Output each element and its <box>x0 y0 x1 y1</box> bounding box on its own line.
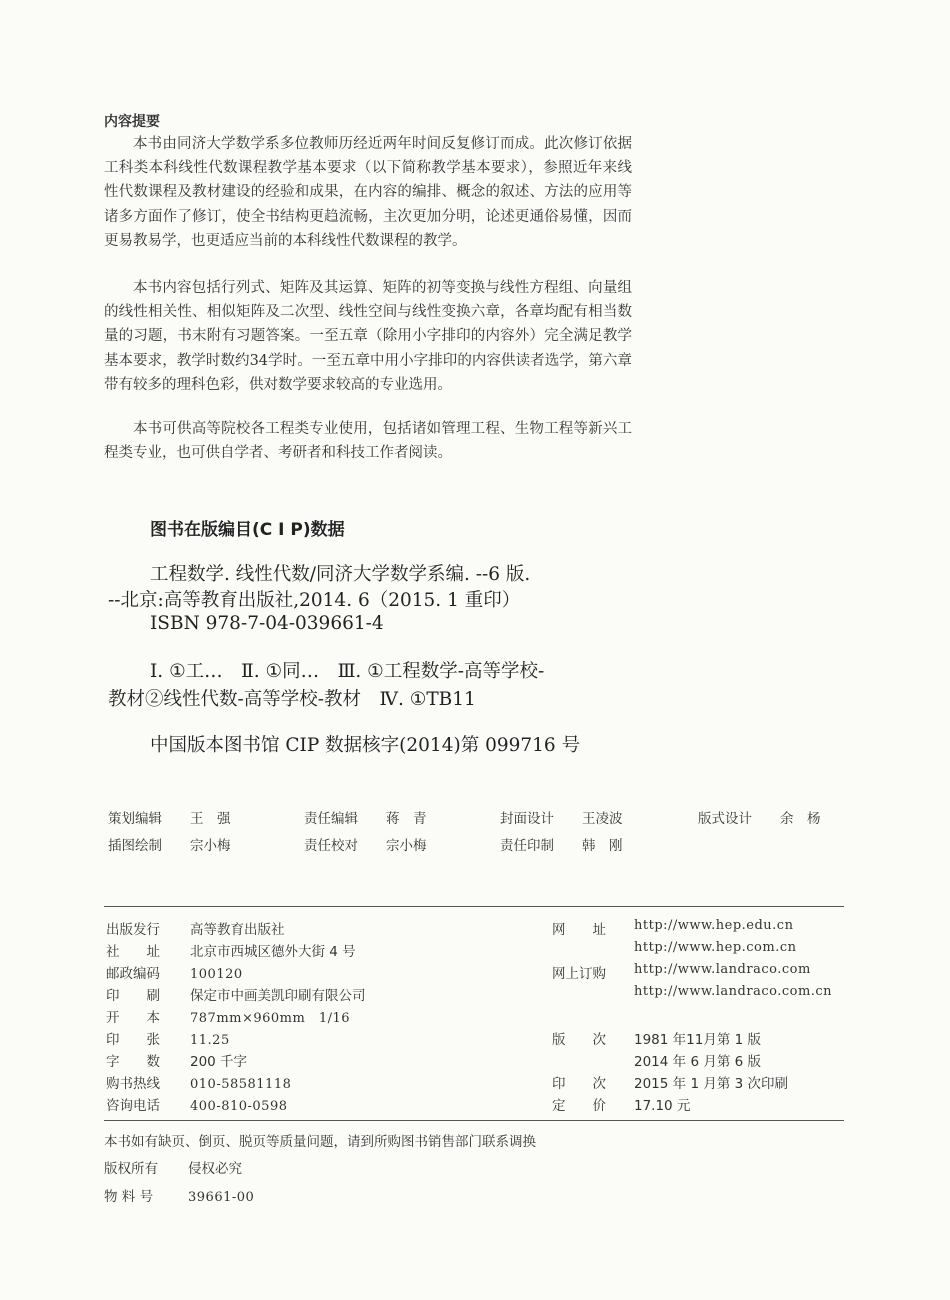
pubinfo-row <box>106 918 285 938</box>
credit-label: 插图绘制 <box>108 838 162 854</box>
pubinfo-label: 社 址 <box>106 944 160 960</box>
price-value: 17.10 元 <box>634 1098 691 1114</box>
pubinfo-row <box>106 1072 291 1092</box>
credit-name: 韩 刚 <box>582 838 623 854</box>
cip-isbn-line: ISBN 978-7-04-039661-4 <box>150 613 384 634</box>
pubinfo-value: 100120 <box>190 967 243 982</box>
pubinfo-row <box>106 1028 230 1048</box>
copyright-label: 版权所有 <box>104 1161 158 1177</box>
pubinfo-row <box>106 1006 350 1026</box>
order-label: 网上订购 <box>552 966 606 982</box>
pubinfo-label: 出版发行 <box>106 922 160 938</box>
divider <box>104 906 844 907</box>
summary-paragraph: 本书由同济大学数学系多位教师历经近两年时间反复修订而成。此次修订依据工科类本科线性代数课程教学基本要求（以下简称教学基本要求），参照近年来线性代数课程及教材建设的经验和成果，在内容的编排、概念的叙述、方法的应用等诸多方面作了修订，使全书结构更趋流畅，主次更加分明，论述更通俗易懂，因而更易教易学，也更适应当前的本科线性代数课程的教学。 <box>104 136 632 249</box>
pubinfo-label: 咨询电话 <box>106 1098 160 1114</box>
copyright-line <box>104 1157 242 1177</box>
website-link: http://www.hep.edu.cn <box>634 918 794 933</box>
credit-label: 责任校对 <box>304 838 358 854</box>
website-label: 网 址 <box>552 922 606 938</box>
cip-record-number: 中国版本图书馆 CIP 数据核字(2014)第 099716 号 <box>150 735 581 756</box>
pubinfo-value: 010-58581118 <box>190 1077 292 1092</box>
order-link: http://www.landraco.com <box>634 962 811 977</box>
credit-label: 版式设计 <box>698 811 752 827</box>
credit-label: 责任编辑 <box>304 811 358 827</box>
credit-name: 王凌波 <box>582 811 623 827</box>
printing-label: 印 次 <box>552 1076 606 1092</box>
pubinfo-row <box>106 1050 247 1070</box>
credit-name: 宗小梅 <box>386 838 427 854</box>
material-number-line <box>104 1185 254 1205</box>
pubinfo-label: 字 数 <box>106 1054 160 1070</box>
credit-illustration <box>108 834 231 854</box>
pubinfo-label: 邮政编码 <box>106 966 160 982</box>
pubinfo-value: 787mm×960mm 1/16 <box>190 1011 351 1026</box>
cip-classification-line: Ⅰ. ①工… Ⅱ. ①同… Ⅲ. ①工程数学-高等学校- <box>150 661 545 682</box>
pubinfo-row <box>106 1094 288 1114</box>
credit-proofreading <box>304 834 427 854</box>
credit-responsible-editor <box>304 807 427 827</box>
pubinfo-value: 200 千字 <box>190 1054 248 1070</box>
cip-title-line: 工程数学. 线性代数/同济大学数学系编. --6 版. <box>150 564 531 585</box>
credit-label: 封面设计 <box>500 811 554 827</box>
credit-name: 蒋 青 <box>386 811 427 827</box>
pubinfo-value: 400-810-0598 <box>190 1099 288 1114</box>
pubinfo-value: 北京市西城区德外大街 4 号 <box>190 944 356 960</box>
pubinfo-value: 保定市中画美凯印刷有限公司 <box>190 988 366 1004</box>
cip-publisher-line: --北京:高等教育出版社,2014. 6（2015. 1 重印） <box>108 590 521 611</box>
summary-paragraph: 本书内容包括行列式、矩阵及其运算、矩阵的初等变换与线性方程组、向量组的线性相关性、相似矩阵及二次型、线性空间与线性变换六章，各章均配有相当数量的习题，书末附有习题答案。一至五章（除用小字排印的内容外）完全满足教学基本要求，教学时数约34学时。一至五章中用小字排印的内容供读者选学，第六章带有较多的理科色彩，供对数学要求较高的专业选用。 <box>104 280 632 393</box>
credit-printing <box>500 834 623 854</box>
website-link: http://www.hep.com.cn <box>634 940 797 955</box>
credit-cover-design <box>500 807 623 827</box>
quality-notice: 本书如有缺页、倒页、脱页等质量问题，请到所购图书销售部门联系调换 <box>104 1134 536 1150</box>
credit-planning-editor <box>108 807 231 827</box>
cip-heading: 图书在版编目(C I P)数据 <box>150 520 345 540</box>
divider <box>104 1120 844 1121</box>
edition-value: 2014 年 6 月第 6 版 <box>634 1054 761 1070</box>
credit-label: 策划编辑 <box>108 811 162 827</box>
credit-layout-design <box>698 807 821 827</box>
price-label: 定 价 <box>552 1098 606 1114</box>
summary-paragraph: 本书可供高等院校各工程类专业使用，包括诸如管理工程、生物工程等新兴工程类专业，也可供自学者、考研者和科技工作者阅读。 <box>104 421 632 462</box>
pubinfo-row <box>106 940 356 960</box>
credit-label: 责任印制 <box>500 838 554 854</box>
summary-title: 内容提要 <box>104 114 160 130</box>
pubinfo-label: 购书热线 <box>106 1076 160 1092</box>
credit-name: 宗小梅 <box>190 838 231 854</box>
pubinfo-label: 印 张 <box>106 1032 160 1048</box>
order-link: http://www.landraco.com.cn <box>634 984 833 999</box>
pubinfo-row <box>106 962 243 982</box>
pubinfo-value: 高等教育出版社 <box>190 922 285 938</box>
pubinfo-label: 开 本 <box>106 1010 160 1026</box>
credit-name: 王 强 <box>190 811 231 827</box>
pubinfo-value: 11.25 <box>190 1033 230 1048</box>
printing-value: 2015 年 1 月第 3 次印刷 <box>634 1076 788 1092</box>
pubinfo-row <box>106 984 366 1004</box>
cip-classification-line: 教材②线性代数-高等学校-教材 Ⅳ. ①TB11 <box>108 689 476 710</box>
material-value: 39661-00 <box>188 1190 255 1205</box>
copyright-value: 侵权必究 <box>188 1161 242 1177</box>
material-label: 物 料 号 <box>104 1189 154 1205</box>
credit-name: 余 杨 <box>780 811 821 827</box>
pubinfo-label: 印 刷 <box>106 988 160 1004</box>
edition-label: 版 次 <box>552 1032 606 1048</box>
edition-value: 1981 年11月第 1 版 <box>634 1032 761 1048</box>
